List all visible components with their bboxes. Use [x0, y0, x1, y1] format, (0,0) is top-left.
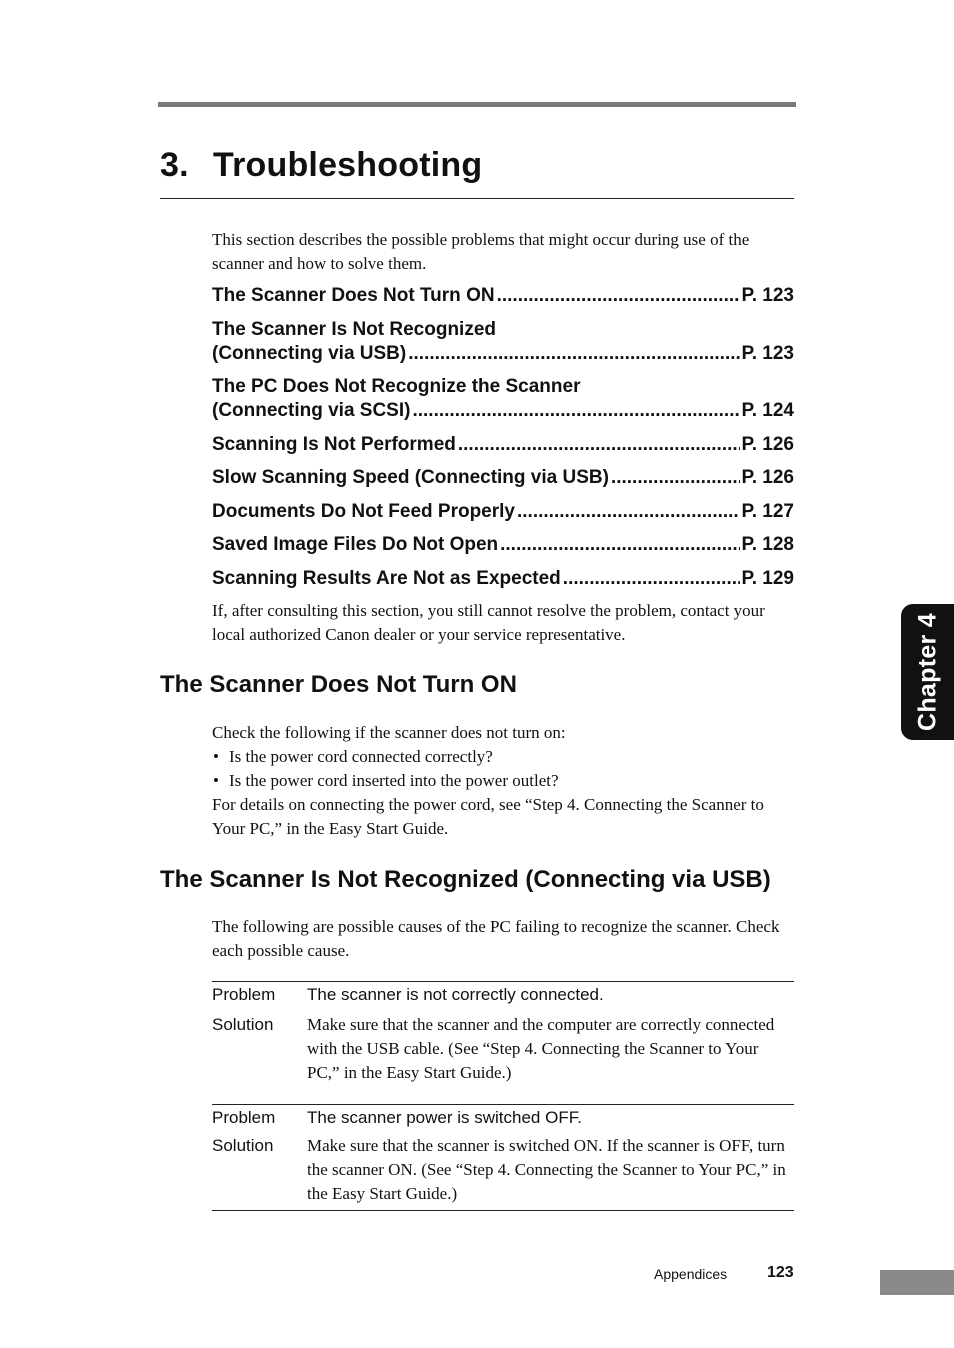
toc-entry[interactable]: [212, 433, 794, 457]
problem-text: The scanner is not correctly connected.: [307, 985, 604, 1004]
toc-page-ref: P. 124: [741, 400, 794, 421]
toc-leader: [412, 399, 739, 423]
toc-entry-label: Slow Scanning Speed (Connecting via USB): [212, 467, 609, 488]
toc-leader: [500, 533, 739, 557]
toc-page-ref: P. 123: [741, 342, 794, 364]
chapter-tab-label: Chapter 4: [913, 612, 941, 732]
toc-leader: [458, 433, 740, 457]
chapter-title: [160, 146, 482, 185]
toc-page-ref: P. 126: [741, 467, 794, 488]
toc-page-ref: P. 123: [741, 285, 794, 306]
toc-entry[interactable]: [212, 466, 794, 490]
problem-label: Problem: [212, 985, 276, 1004]
list-item: • Is the power cord inserted into the power outlet?: [212, 769, 794, 793]
problem-solution-block: [212, 1104, 794, 1211]
toc-entry-label: Scanning Results Are Not as Expected: [212, 567, 561, 589]
problem-solution-table: [212, 981, 794, 1211]
chapter-number: 3.: [160, 146, 189, 184]
toc-leader: [563, 567, 740, 591]
problem-solution-block: [212, 981, 794, 1104]
problem-row: [212, 1106, 794, 1130]
problem-row: [212, 983, 794, 1007]
chapter-tab[interactable]: [901, 604, 954, 740]
toc-leader: [611, 466, 740, 490]
toc-leader: [408, 342, 739, 366]
problem-label: Problem: [212, 1108, 276, 1127]
solution-label: Solution: [212, 1015, 274, 1034]
problem-text: The scanner power is switched OFF.: [307, 1108, 582, 1127]
footer-section-label: Appendices: [654, 1266, 728, 1282]
section-lead: Check the following if the scanner does not turn on:: [212, 723, 566, 742]
solution-text: Make sure that the scanner is switched ON. If the scanner is OFF, turn the scanner ON. (See “Step 4. Connecting the Scanner to Your PC,” in the Easy Start Guide.): [307, 1136, 786, 1203]
toc-entry[interactable]: [212, 533, 794, 557]
toc-leader: [517, 500, 740, 524]
chapter-title-text: Troubleshooting: [213, 146, 483, 184]
toc-entry-label: Documents Do Not Feed Properly: [212, 500, 515, 522]
top-rule: [158, 102, 796, 107]
bullet-list: [212, 745, 794, 793]
section-heading-usb: The Scanner Is Not Recognized (Connecting via USB): [160, 866, 771, 893]
section-lead-usb: The following are possible causes of the PC failing to recognize the scanner. Check each possible cause.: [212, 917, 780, 960]
footer-bar: [880, 1270, 954, 1295]
solution-label: Solution: [212, 1136, 274, 1155]
toc-page-ref: P. 128: [741, 534, 794, 555]
toc-entry[interactable]: [212, 375, 794, 423]
toc-page-ref: P. 127: [741, 500, 794, 522]
toc-leader: [497, 284, 740, 308]
toc-entry-label: The Scanner Does Not Turn ON: [212, 285, 495, 306]
intro-paragraph: This section describes the possible problems that might occur during use of the scanner and how to solve them.: [212, 230, 750, 273]
toc-entry-label: The Scanner Is Not Recognized: [212, 318, 496, 340]
toc-entry-label: Saved Image Files Do Not Open: [212, 534, 499, 555]
toc-entry[interactable]: [212, 500, 794, 524]
solution-row: [212, 1134, 794, 1206]
toc-entry-label: (Connecting via USB): [212, 342, 407, 364]
toc-entry-label: The PC Does Not Recognize the Scanner: [212, 376, 581, 397]
toc-entry-label: Scanning Is Not Performed: [212, 433, 456, 455]
table-of-contents: [212, 284, 794, 600]
solution-row: [212, 1013, 794, 1085]
toc-entry[interactable]: [212, 284, 794, 308]
toc-page-ref: P. 126: [741, 433, 794, 455]
toc-entry-label: (Connecting via SCSI): [212, 400, 411, 421]
list-item: • Is the power cord connected correctly?: [212, 745, 794, 769]
solution-text: Make sure that the scanner and the computer are correctly connected with the USB cable. (See “Step 4. Connecting the Scanner to Your PC,” in the Easy Start Guide.): [307, 1015, 775, 1082]
footer-page-number: 123: [767, 1264, 794, 1281]
section-details: For details on connecting the power cord, see “Step 4. Connecting the Scanner to Your PC,” in the Easy Start Guide.: [212, 795, 764, 838]
toc-page-ref: P. 129: [741, 567, 794, 589]
after-toc-paragraph: If, after consulting this section, you still cannot resolve the problem, contact your local authorized Canon dealer or your service representative.: [212, 601, 765, 644]
section-heading-not-turn-on: The Scanner Does Not Turn ON: [160, 671, 517, 698]
toc-entry[interactable]: [212, 567, 794, 591]
section-body-not-turn-on: [212, 721, 794, 841]
title-rule: [160, 198, 794, 199]
toc-entry[interactable]: [212, 318, 794, 366]
